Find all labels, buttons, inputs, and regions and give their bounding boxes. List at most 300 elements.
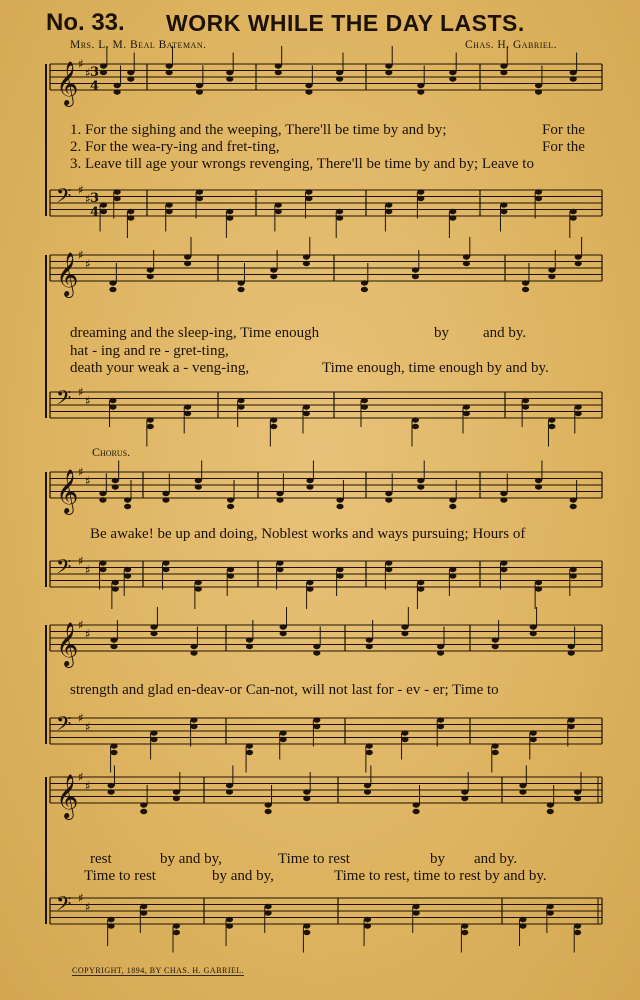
notehead <box>519 917 526 922</box>
notehead <box>246 644 253 649</box>
notehead <box>548 424 555 429</box>
notehead <box>570 497 577 502</box>
notehead <box>417 189 424 194</box>
notehead <box>124 504 131 509</box>
notehead <box>303 261 310 266</box>
notehead <box>364 923 371 928</box>
notehead <box>519 783 526 788</box>
notehead <box>568 644 575 649</box>
notehead <box>570 504 577 509</box>
lyric-line: Time to rest <box>84 868 156 884</box>
notehead <box>166 63 173 68</box>
treble-clef-icon: 𝄞 <box>56 61 79 105</box>
lyric-line: Be awake! be up and doing, Noblest works and ways pursuing; Hours of <box>90 526 526 542</box>
notehead <box>336 573 343 578</box>
notehead <box>190 650 197 655</box>
notehead <box>570 70 577 75</box>
notehead <box>336 567 343 572</box>
notehead <box>336 497 343 502</box>
notehead <box>147 267 154 272</box>
notehead <box>237 404 244 409</box>
notehead <box>361 287 368 292</box>
notehead <box>500 209 507 214</box>
notehead <box>413 802 420 807</box>
treble-clef-icon: 𝄞 <box>56 469 79 513</box>
notehead <box>500 491 507 496</box>
notehead <box>140 802 147 807</box>
notehead <box>195 484 202 489</box>
notehead <box>99 497 106 502</box>
notehead <box>361 280 368 285</box>
notehead <box>109 398 116 403</box>
notehead <box>449 573 456 578</box>
notehead <box>463 411 470 416</box>
notehead <box>401 730 408 735</box>
notehead <box>162 567 169 572</box>
notehead <box>226 923 233 928</box>
lyric-line: by <box>434 325 449 341</box>
notehead <box>226 917 233 922</box>
notehead <box>401 737 408 742</box>
notehead <box>276 491 283 496</box>
notehead <box>449 497 456 502</box>
notehead <box>150 730 157 735</box>
notehead <box>385 202 392 207</box>
notehead <box>547 904 554 909</box>
notehead <box>173 796 180 801</box>
notehead <box>313 644 320 649</box>
notehead <box>127 76 134 81</box>
lyric-line: rest <box>90 851 112 867</box>
notehead <box>270 424 277 429</box>
notehead <box>492 644 499 649</box>
notehead <box>417 484 424 489</box>
notehead <box>303 411 310 416</box>
notehead <box>107 923 114 928</box>
notehead <box>99 491 106 496</box>
notehead <box>124 497 131 502</box>
notehead <box>275 63 282 68</box>
time-signature: 4 <box>90 205 100 220</box>
notehead <box>270 267 277 272</box>
lyric-line: For the <box>542 139 585 155</box>
notehead <box>246 637 253 642</box>
notehead <box>385 63 392 68</box>
sharp-icon: ♯ <box>85 779 91 793</box>
notehead <box>313 650 320 655</box>
notehead <box>147 424 154 429</box>
notehead <box>246 750 253 755</box>
notehead <box>280 631 287 636</box>
notehead <box>110 750 117 755</box>
notehead <box>361 404 368 409</box>
notehead <box>270 417 277 422</box>
hymn-title: WORK WHILE THE DAY LASTS. <box>166 10 525 36</box>
notehead <box>437 650 444 655</box>
notehead <box>124 573 131 578</box>
notehead <box>127 70 134 75</box>
sharp-icon: ♯ <box>85 627 91 641</box>
notehead <box>173 923 180 928</box>
notehead <box>184 254 191 259</box>
notehead <box>110 644 117 649</box>
notehead <box>195 586 202 591</box>
notehead <box>385 560 392 565</box>
lyric-line: Time to rest, time to rest by and by. <box>334 868 547 884</box>
notehead <box>305 189 312 194</box>
notehead <box>417 89 424 94</box>
notehead <box>412 267 419 272</box>
lyric-line: death your weak a - veng-ing, <box>70 360 250 376</box>
notehead <box>162 497 169 502</box>
notehead <box>173 789 180 794</box>
notehead <box>417 580 424 585</box>
notehead <box>107 917 114 922</box>
notehead <box>306 586 313 591</box>
lyric-line: 3. Leave till age your wrongs revenging, There'll be time by and by; Leave to <box>70 156 534 172</box>
notehead <box>449 76 456 81</box>
notehead <box>568 717 575 722</box>
notehead <box>568 724 575 729</box>
notehead <box>107 783 114 788</box>
notehead <box>196 83 203 88</box>
sharp-icon: ♯ <box>85 66 91 80</box>
notehead <box>226 70 233 75</box>
sharp-icon: ♯ <box>78 891 84 905</box>
notehead <box>173 930 180 935</box>
notehead <box>575 254 582 259</box>
time-signature: 4 <box>90 79 100 94</box>
notehead <box>150 737 157 742</box>
notehead <box>336 215 343 220</box>
notehead <box>313 717 320 722</box>
treble-clef-icon: 𝄞 <box>56 622 79 666</box>
notehead <box>306 580 313 585</box>
notehead <box>463 254 470 259</box>
notehead <box>570 567 577 572</box>
notehead <box>336 70 343 75</box>
notehead <box>570 76 577 81</box>
notehead <box>575 261 582 266</box>
notehead <box>519 789 526 794</box>
notehead <box>303 923 310 928</box>
sharp-icon: ♯ <box>78 770 84 784</box>
notehead <box>500 497 507 502</box>
notehead <box>575 411 582 416</box>
notehead <box>461 930 468 935</box>
treble-clef-icon: 𝄞 <box>56 774 79 818</box>
sharp-icon: ♯ <box>78 385 84 399</box>
notehead <box>226 209 233 214</box>
notehead <box>124 567 131 572</box>
notehead <box>275 70 282 75</box>
notehead <box>313 724 320 729</box>
notehead <box>184 404 191 409</box>
notehead <box>196 189 203 194</box>
notehead <box>547 809 554 814</box>
notehead <box>265 802 272 807</box>
notehead <box>147 417 154 422</box>
notehead <box>227 567 234 572</box>
notehead <box>303 789 310 794</box>
notehead <box>463 261 470 266</box>
notehead <box>519 923 526 928</box>
notehead <box>147 274 154 279</box>
notehead <box>547 910 554 915</box>
notehead <box>500 560 507 565</box>
notehead <box>412 274 419 279</box>
notehead <box>270 274 277 279</box>
notehead <box>114 196 121 201</box>
notehead <box>196 196 203 201</box>
notehead <box>500 567 507 572</box>
notehead <box>492 750 499 755</box>
notehead <box>237 398 244 403</box>
notehead <box>306 478 313 483</box>
notehead <box>535 89 542 94</box>
notehead <box>246 743 253 748</box>
notehead <box>280 730 287 735</box>
notehead <box>227 497 234 502</box>
notehead <box>114 189 121 194</box>
notehead <box>275 202 282 207</box>
notehead <box>162 560 169 565</box>
notehead <box>366 750 373 755</box>
notehead <box>385 70 392 75</box>
notehead <box>265 910 272 915</box>
notehead <box>107 789 114 794</box>
notehead <box>265 809 272 814</box>
notehead <box>535 189 542 194</box>
notehead <box>226 76 233 81</box>
notehead <box>548 417 555 422</box>
notehead <box>500 202 507 207</box>
notehead <box>227 504 234 509</box>
notehead <box>570 209 577 214</box>
sharp-icon: ♯ <box>85 720 91 734</box>
sharp-icon: ♯ <box>78 183 84 197</box>
notehead <box>166 70 173 75</box>
notehead <box>112 484 119 489</box>
notehead <box>280 624 287 629</box>
notehead <box>437 724 444 729</box>
notehead <box>385 497 392 502</box>
notehead <box>237 280 244 285</box>
notehead <box>574 923 581 928</box>
notehead <box>574 930 581 935</box>
notehead <box>385 567 392 572</box>
notehead <box>100 63 107 68</box>
notehead <box>535 484 542 489</box>
notehead <box>305 89 312 94</box>
notehead <box>492 637 499 642</box>
notehead <box>401 631 408 636</box>
notehead <box>366 637 373 642</box>
notehead <box>196 89 203 94</box>
notehead <box>195 478 202 483</box>
notehead <box>364 789 371 794</box>
time-signature: 3 <box>90 65 100 80</box>
notehead <box>366 743 373 748</box>
notehead <box>437 644 444 649</box>
notehead <box>535 83 542 88</box>
notehead <box>109 287 116 292</box>
notehead <box>127 215 134 220</box>
sharp-icon: ♯ <box>85 563 91 577</box>
lyric-line: Time to rest <box>278 851 350 867</box>
notehead <box>449 215 456 220</box>
notehead <box>530 631 537 636</box>
hymn-number: No. 33. <box>46 9 125 36</box>
notehead <box>226 789 233 794</box>
notehead <box>574 789 581 794</box>
notehead <box>303 254 310 259</box>
notehead <box>280 737 287 742</box>
notehead <box>385 491 392 496</box>
sharp-icon: ♯ <box>78 57 84 71</box>
notehead <box>535 478 542 483</box>
notehead <box>364 917 371 922</box>
sharp-icon: ♯ <box>78 618 84 632</box>
notehead <box>547 802 554 807</box>
notehead <box>413 809 420 814</box>
notehead <box>276 567 283 572</box>
treble-clef-icon: 𝄞 <box>56 252 79 296</box>
notehead <box>530 737 537 742</box>
notehead <box>522 287 529 292</box>
notehead <box>184 261 191 266</box>
notehead <box>336 209 343 214</box>
notehead <box>265 904 272 909</box>
copyright-notice: COPYRIGHT, 1894, BY CHAS. H. GABRIEL. <box>72 966 245 975</box>
notehead <box>184 411 191 416</box>
notehead <box>303 930 310 935</box>
notehead <box>361 398 368 403</box>
lyric-line: strength and glad en-deav-or Can-not, will not last for - ev - er; Time to <box>70 682 499 698</box>
notehead <box>112 580 119 585</box>
notehead <box>412 417 419 422</box>
notehead <box>114 89 121 94</box>
sharp-icon: ♯ <box>78 554 84 568</box>
notehead <box>276 497 283 502</box>
notehead <box>114 83 121 88</box>
sharp-icon: ♯ <box>78 465 84 479</box>
notehead <box>275 209 282 214</box>
notehead <box>195 580 202 585</box>
bass-clef-icon: 𝄢 <box>56 184 72 212</box>
notehead <box>417 83 424 88</box>
notehead <box>500 63 507 68</box>
notehead <box>449 567 456 572</box>
lyric-line: hat - ing and re - gret-ting, <box>70 343 229 359</box>
notehead <box>150 631 157 636</box>
notehead <box>449 504 456 509</box>
notehead <box>417 196 424 201</box>
chorus-label: Chorus. <box>92 445 131 459</box>
notehead <box>100 202 107 207</box>
notehead <box>412 424 419 429</box>
notehead <box>100 70 107 75</box>
notehead <box>100 209 107 214</box>
notehead <box>530 624 537 629</box>
notehead <box>413 910 420 915</box>
notehead <box>227 573 234 578</box>
notehead <box>413 904 420 909</box>
notehead <box>522 404 529 409</box>
notehead <box>127 209 134 214</box>
notehead <box>306 484 313 489</box>
lyric-line: dreaming and the sleep-ing, Time enough <box>70 325 320 341</box>
notehead <box>140 904 147 909</box>
lyric-line: by and by, <box>160 851 222 867</box>
notehead <box>548 267 555 272</box>
notehead <box>570 215 577 220</box>
lyric-line: and by. <box>474 851 518 867</box>
notehead <box>140 809 147 814</box>
notehead <box>535 580 542 585</box>
notehead <box>463 404 470 409</box>
sharp-icon: ♯ <box>85 394 91 408</box>
notehead <box>575 404 582 409</box>
notehead <box>305 83 312 88</box>
sharp-icon: ♯ <box>85 192 91 206</box>
notehead <box>449 209 456 214</box>
notehead <box>109 404 116 409</box>
notehead <box>574 796 581 801</box>
sharp-icon: ♯ <box>85 900 91 914</box>
notehead <box>190 724 197 729</box>
notehead <box>336 76 343 81</box>
notehead <box>336 504 343 509</box>
notehead <box>140 910 147 915</box>
notehead <box>305 196 312 201</box>
notehead <box>535 586 542 591</box>
notehead <box>150 624 157 629</box>
notehead <box>461 789 468 794</box>
notehead <box>401 624 408 629</box>
notehead <box>276 560 283 565</box>
lyric-line: Time enough, time enough by and by. <box>322 360 549 376</box>
notehead <box>530 730 537 735</box>
sharp-icon: ♯ <box>85 474 91 488</box>
lyric-line: 2. For the wea-ry-ing and fret-ting, <box>70 139 280 155</box>
notehead <box>461 923 468 928</box>
bass-clef-icon: 𝄢 <box>56 892 72 920</box>
time-signature: 3 <box>90 191 100 206</box>
notehead <box>385 209 392 214</box>
notehead <box>226 215 233 220</box>
notehead <box>437 717 444 722</box>
notehead <box>449 70 456 75</box>
notehead <box>548 274 555 279</box>
notehead <box>99 560 106 565</box>
lyricist-credit: Mrs. L. M. Beal Bateman. <box>70 39 207 51</box>
notehead <box>303 796 310 801</box>
notehead <box>162 491 169 496</box>
notehead <box>303 404 310 409</box>
notehead <box>568 650 575 655</box>
lyric-line: and by. <box>483 325 527 341</box>
notehead <box>110 637 117 642</box>
notehead <box>522 398 529 403</box>
notehead <box>522 280 529 285</box>
notehead <box>500 70 507 75</box>
notehead <box>112 478 119 483</box>
notehead <box>237 287 244 292</box>
notehead <box>112 586 119 591</box>
bass-clef-icon: 𝄢 <box>56 555 72 583</box>
notehead <box>166 202 173 207</box>
